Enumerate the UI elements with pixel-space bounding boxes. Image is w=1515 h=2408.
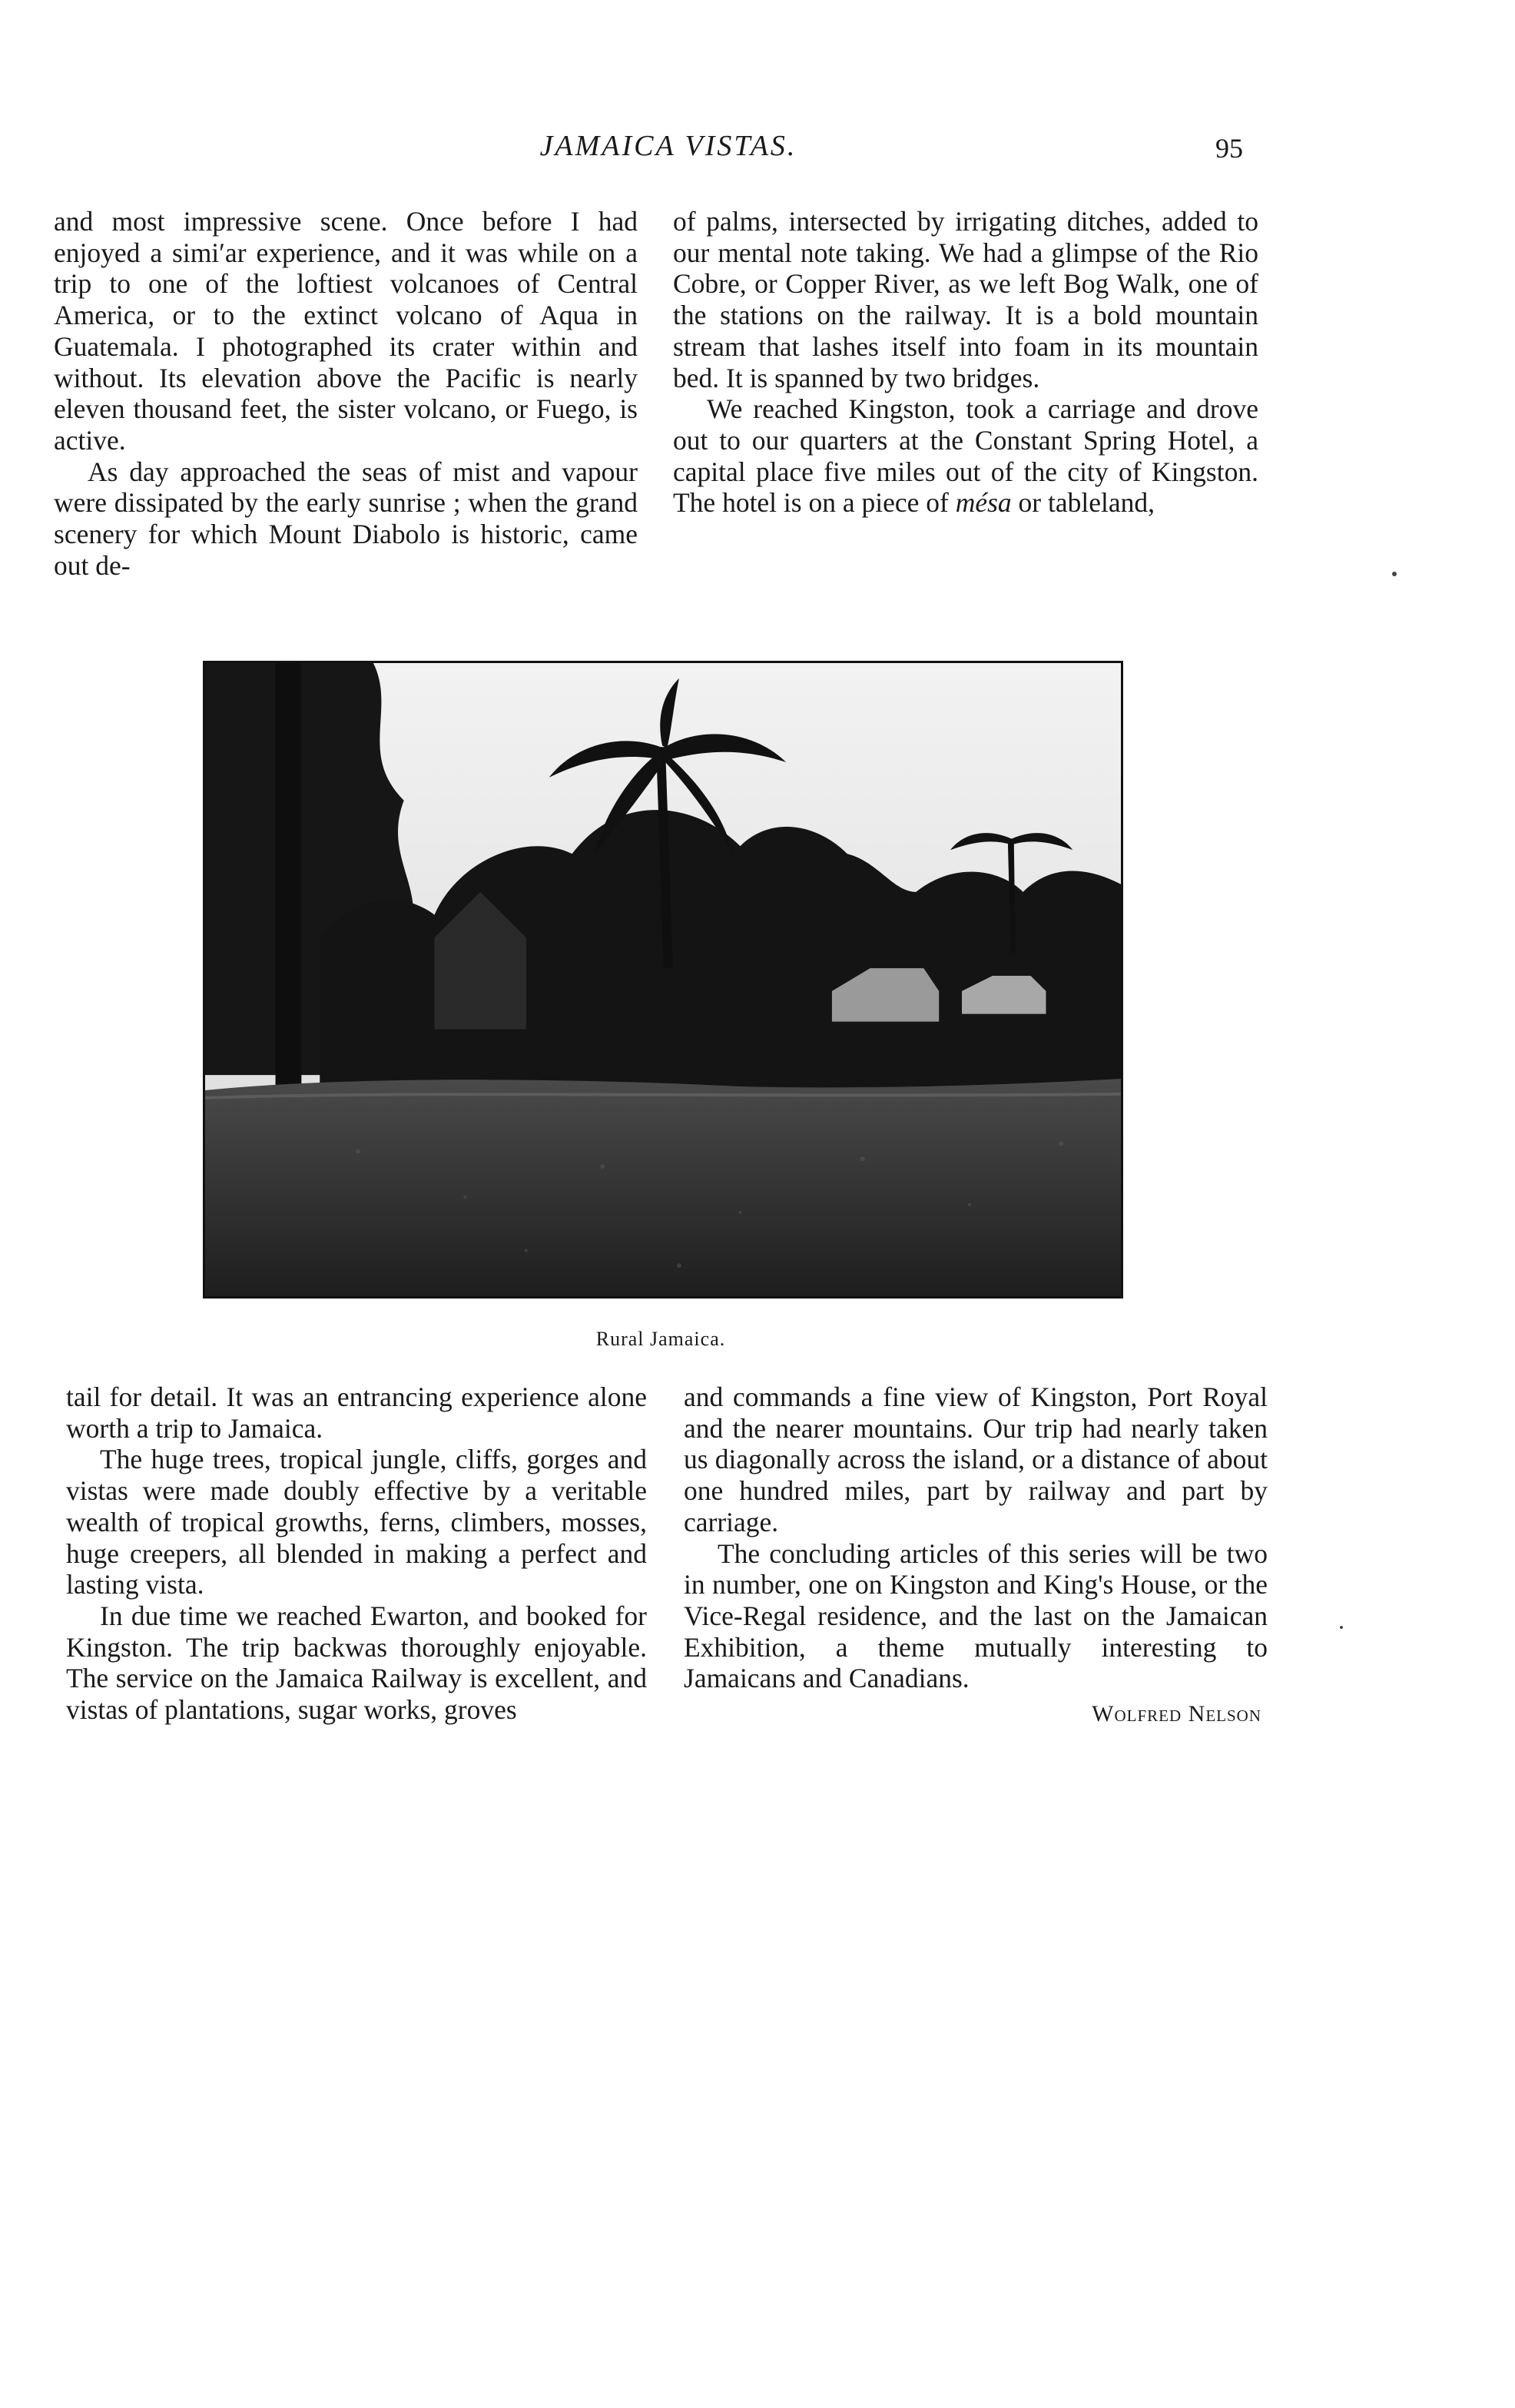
top-right-column [673,206,1258,519]
print-speck [1392,572,1397,576]
top-left-column [54,206,638,581]
paragraph: and most impressive scene. Once before I had enjoyed a simiʹar experience, and it was while on a trip to one of the loftiest volcanoes of Central America, or to the extinct volcano of Aqua in Guatemala. I photographed its crater within and without. Its elevation above the Pacific is nearly eleven thousand feet, the sister volcano, or Fuego, is active. [54,206,638,456]
page-number: 95 [1215,133,1243,164]
text-run: We reached Kingston, took a carriage and drove out to our quarters at the Constant Spring Hotel, a capital place five miles out of the city of Kingston. The hotel is on a piece of [673,393,1258,519]
photo-illustration [205,663,1121,1296]
paragraph: of palms, intersected by irrigating ditches, added to our mental note taking. We had a glimpse of the Rio Cobre, or Copper River, as we left Bog Walk, one of the stations on the railway. It is a bold mountain stream that lashes itself into foam in its mountain bed. It is spanned by two bridges. [673,206,1258,393]
paragraph: The huge trees, tropical jungle, cliffs, gorges and vistas were made doubly effective by a veritable wealth of tropical growths, ferns, climbers, mosses, huge creepers, all blended in making a perfect and lasting vista. [66,1444,647,1600]
paragraph: and commands a fine view of Kingston, Port Royal and the nearer mountains. Our trip had nearly taken us diagonally across the island, or a distance of about one hundred miles, part by railway and part by carriage. [684,1381,1268,1537]
paragraph: The concluding articles of this series will be two in number, one on Kingston and King's House, or the Vice-Regal residence, and the last on the Jamaican Exhibition, a theme mutually interesting to Jamaicans and Canadians. [684,1537,1268,1694]
print-speck [1340,1626,1343,1629]
paragraph: In due time we reached Ewarton, and booked for Kingston. The trip backwas thoroughly enjoyable. The service on the Jamaica Railway is excellent, and vistas of plantations, sugar works, groves [66,1600,647,1726]
bottom-left-column [66,1381,647,1726]
paragraph [673,393,1258,519]
author-signature: Wolfred Nelson [1092,1701,1261,1727]
figure-caption: Rural Jamaica. [595,1328,726,1350]
photograph-rural-jamaica [203,661,1123,1299]
text-run: or tableland, [1011,487,1155,519]
paragraph: As day approached the seas of mist and vapour were dissipated by the early sunrise ; when the grand scenery for which Mount Diabolo is historic, came out de- [54,456,638,581]
paragraph: tail for detail. It was an entrancing experience alone worth a trip to Jamaica. [66,1381,647,1444]
italic-term: mésa [955,487,1012,519]
running-title: JAMAICA VISTAS. [539,130,797,162]
bottom-right-column [684,1381,1268,1730]
